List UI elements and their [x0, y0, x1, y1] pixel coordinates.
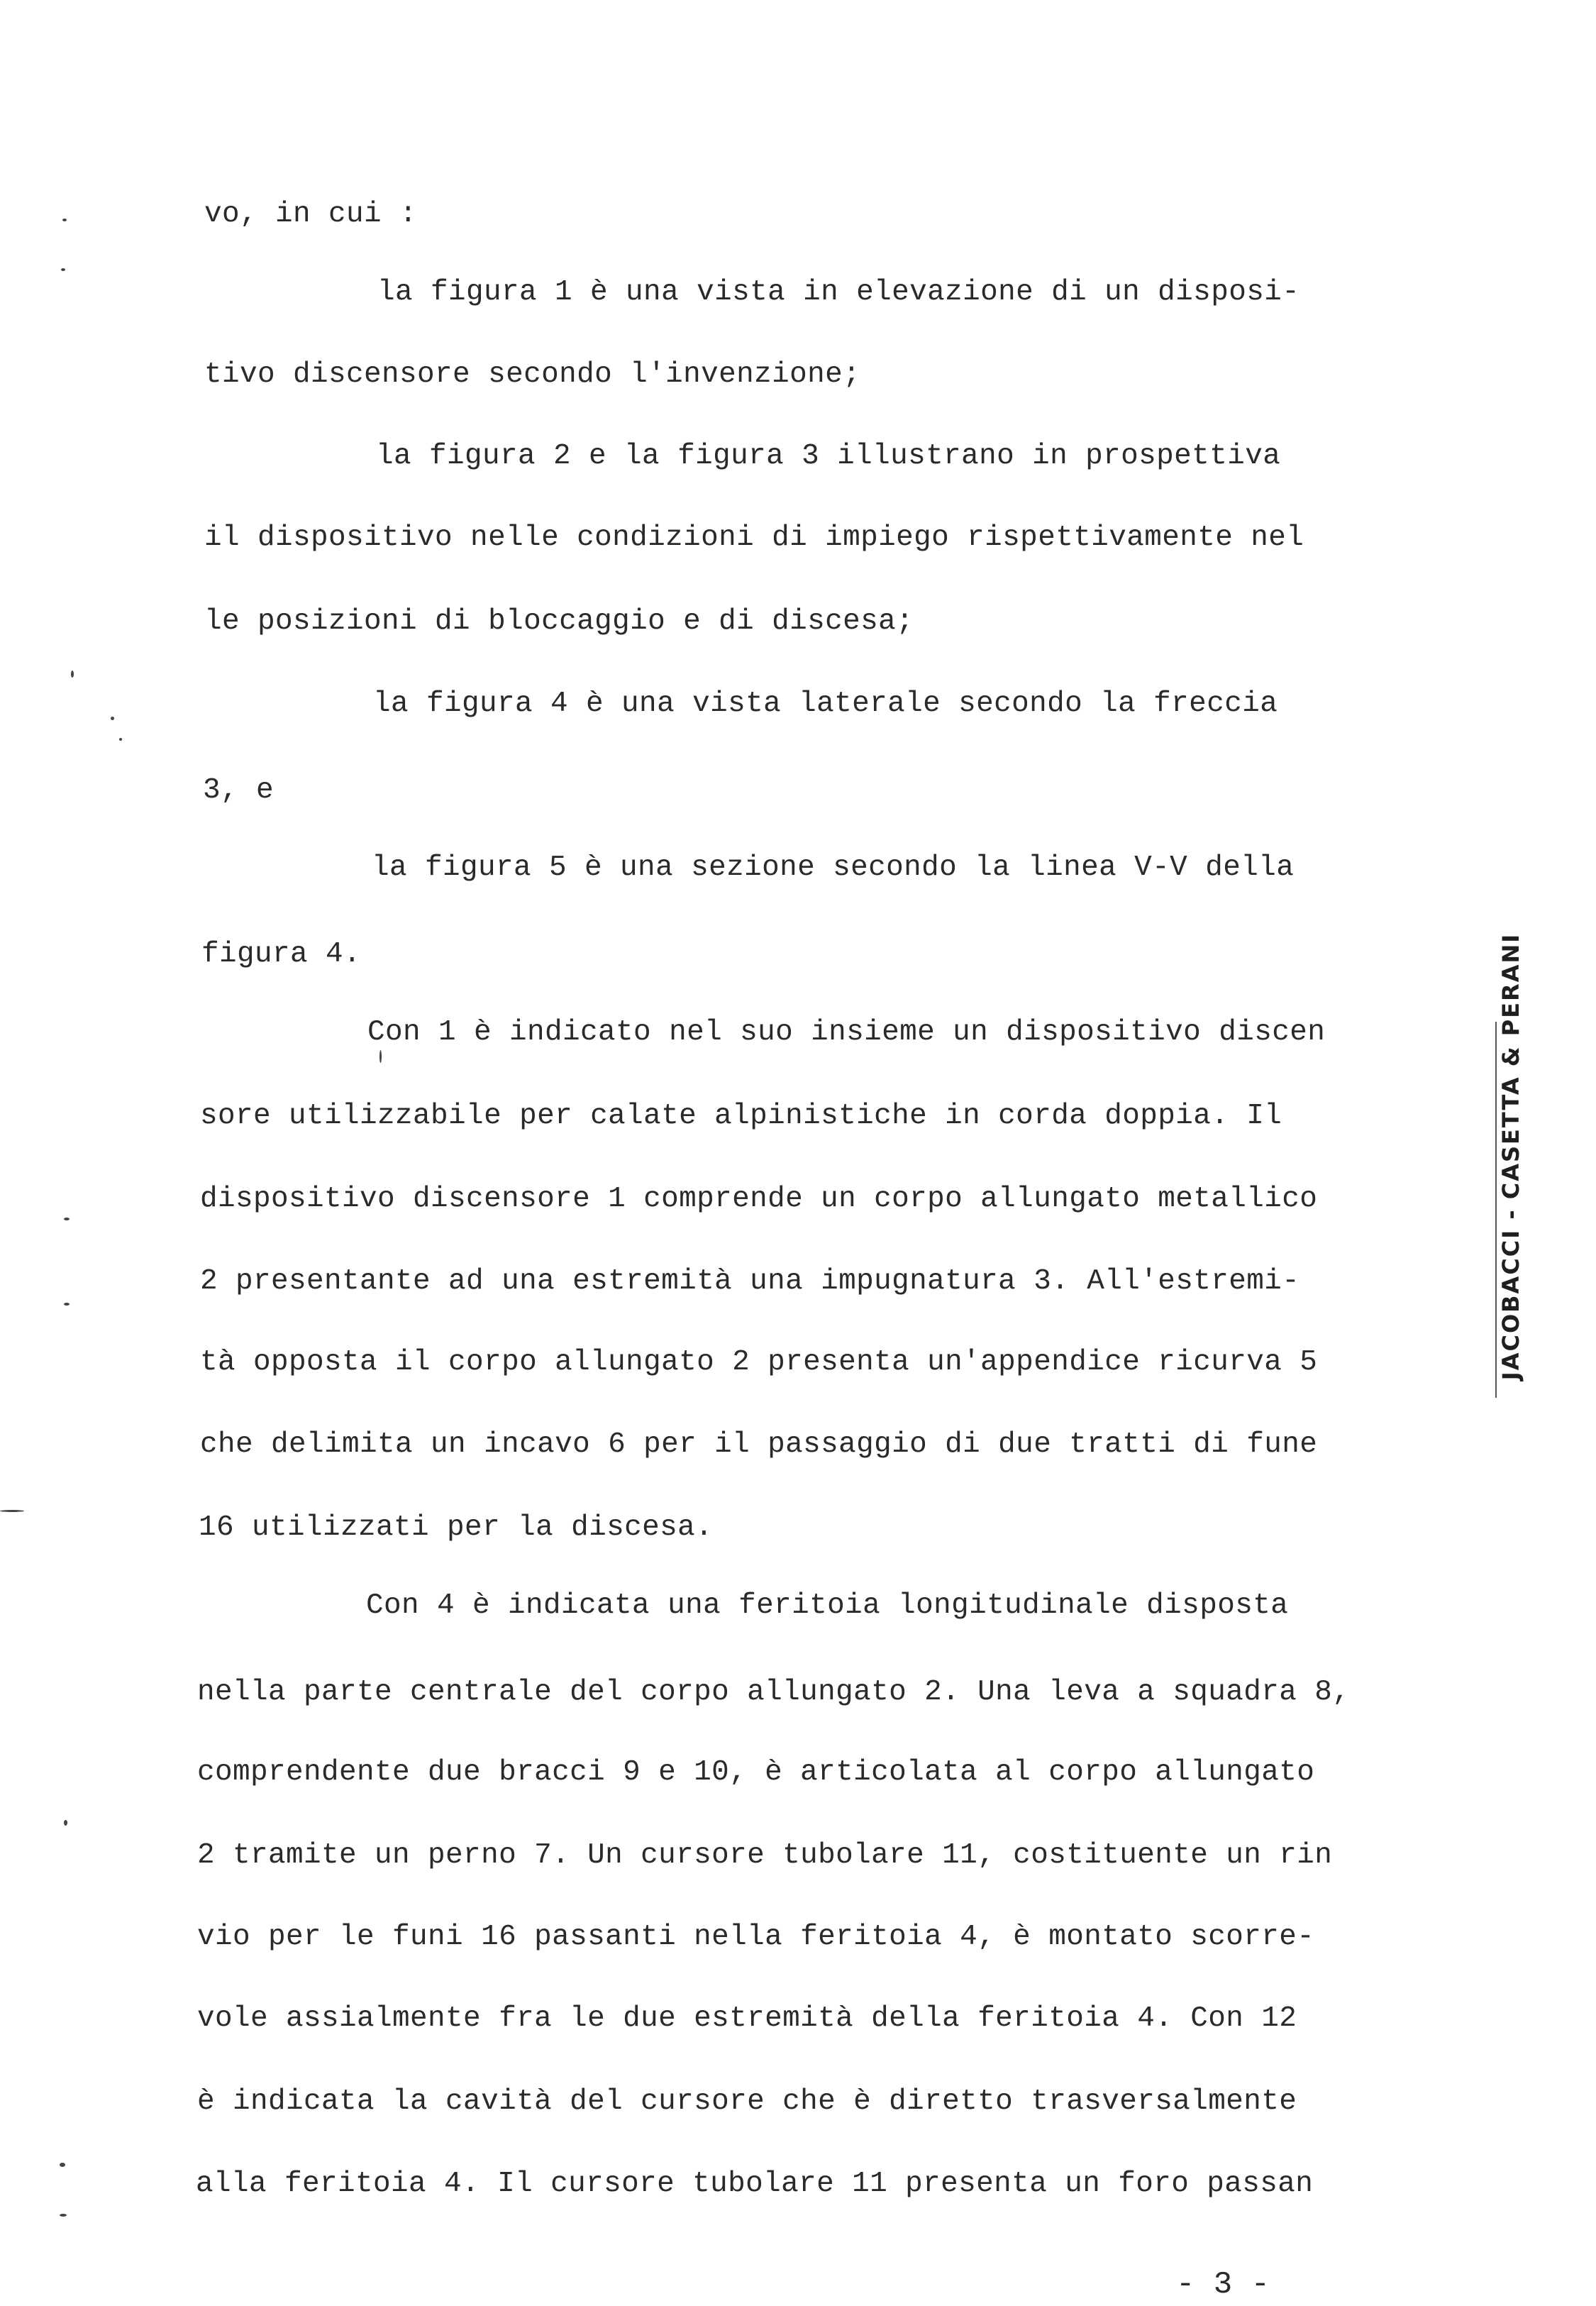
stamp-rule: [1495, 1022, 1497, 1398]
scan-speck: [64, 1303, 70, 1306]
scan-speck: [379, 1050, 382, 1063]
text-line-15: tà opposta il corpo allungato 2 presenta un'appendice ricurva 5: [200, 1346, 1318, 1379]
text-line-21: 2 tramite un perno 7. Un cursore tubolare 11, costituente un rin: [197, 1839, 1333, 1872]
scan-speck: [64, 1218, 70, 1220]
scan-speck: [111, 717, 114, 720]
scan-speck: [64, 1820, 67, 1826]
scan-speck: [71, 671, 74, 678]
text-line-25: alla feritoia 4. Il cursore tubolare 11 presenta un foro passan: [196, 2168, 1314, 2200]
text-line-22: vio per le funi 16 passanti nella feritoia 4, è montato scorre-: [197, 1921, 1315, 1953]
scan-speck: [119, 738, 122, 741]
text-line-9: la figura 5 è una sezione secondo la linea V-V della: [372, 851, 1295, 884]
text-line-16: che delimita un incavo 6 per il passaggio di due tratti di fune: [200, 1428, 1318, 1461]
scan-speck: [61, 268, 65, 271]
text-line-13: dispositivo discensore 1 comprende un corpo allungato metallico: [200, 1183, 1318, 1215]
text-line-6: le posizioni di bloccaggio e di discesa;: [204, 605, 914, 638]
scan-speck: [60, 2214, 67, 2217]
text-line-18: Con 4 è indicata una feritoia longitudinale disposta: [366, 1589, 1289, 1622]
scan-speck: [62, 219, 67, 221]
text-line-12: sore utilizzabile per calate alpinistiche in corda doppia. Il: [200, 1100, 1282, 1132]
text-line-14: 2 presentante ad una estremità una impugnatura 3. All'estremi-: [200, 1265, 1300, 1298]
text-line-3: tivo discensore secondo l'invenzione;: [204, 358, 861, 391]
text-line-2: la figura 1 è una vista in elevazione di un disposi-: [377, 276, 1300, 309]
text-line-17: 16 utilizzati per la discesa.: [199, 1511, 714, 1544]
text-line-20: comprendente due bracci 9 e 10, è articolata al corpo allungato: [197, 1756, 1315, 1789]
text-line-11: Con 1 è indicato nel suo insieme un dispositivo discen: [367, 1016, 1326, 1049]
text-line-1: vo, in cui :: [204, 198, 418, 231]
text-line-10: figura 4.: [201, 938, 362, 971]
text-line-24: è indicata la cavità del cursore che è diretto trasversalmente: [197, 2085, 1297, 2118]
text-line-19: nella parte centrale del corpo allungato 2. Una leva a squadra 8,: [197, 1676, 1351, 1709]
text-line-7: la figura 4 è una vista laterale secondo la freccia: [373, 688, 1278, 720]
text-line-5: il dispositivo nelle condizioni di impiego rispettivamente nel: [204, 522, 1304, 554]
page-number: - 3 -: [1176, 2267, 1270, 2302]
text-line-8: 3, e: [203, 774, 275, 807]
margin-stamp: JACOBACCI - CASETTA & PERANI: [1497, 932, 1524, 1381]
text-line-4: la figura 2 e la figura 3 illustrano in prospettiva: [376, 440, 1281, 473]
scan-speck: [60, 2163, 65, 2167]
scan-speck: [0, 1510, 24, 1512]
text-line-23: vole assialmente fra le due estremità della feritoia 4. Con 12: [197, 2002, 1297, 2035]
